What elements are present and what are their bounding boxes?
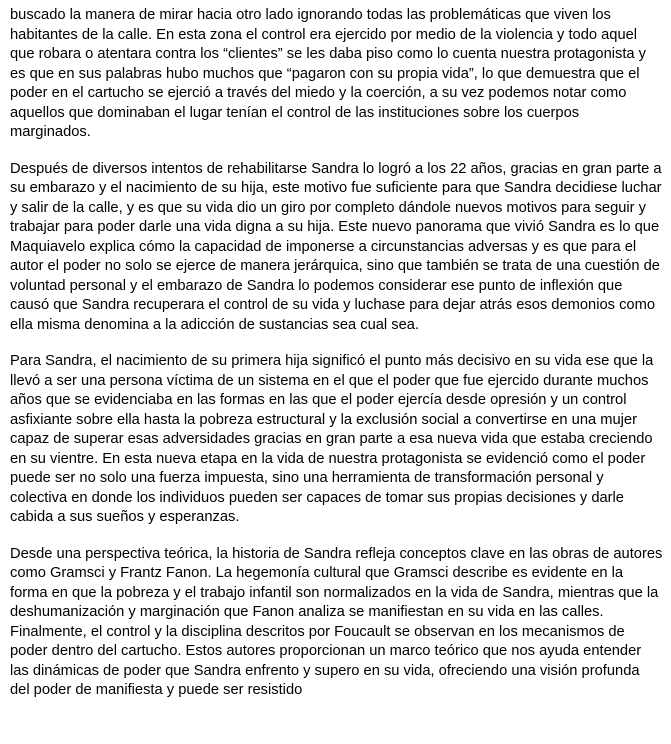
- paragraph-theoretical-perspective: Desde una perspectiva teórica, la historia de Sandra refleja conceptos clave en las obras de autores como Gramsci y Frantz Fanon. La hegemonía cultural que Gramsci describe es evidente en la forma en que la pobreza y el trabajo infantil son normalizados en la vida de Sandra, mientras que la deshumanización y marginación que Fanon analiza se manifiestan en su vida en las calles. Finalmente, el control y la disciplina descritos por Foucault se observan en los mecanismos de poder dentro del cartucho. Estos autores proporcionan un marco teórico que nos ayuda entender las dinámicas de poder que Sandra enfrento y supero en su vida, ofreciendo una visión profunda del poder de manifiesta y puede ser resistido: [10, 545, 663, 698]
- paragraph-violence-control: buscado la manera de mirar hacia otro lado ignorando todas las problemáticas que viven los habitantes de la calle. En esta zona el control era ejercido por medio de la violencia y todo aquel que robara o atentara contra los “clientes” se les daba piso como lo cuenta nuestra protagonista y es que en sus palabras hubo muchos que “pagaron con su propia vida”, lo que demuestra que el poder en el cartucho se ejerció a través del miedo y la coerción, a su vez podemos notar como aquellos que dominaban el lugar tenían el control de las instituciones sobre los cuerpos marginados.: [10, 7, 647, 140]
- paragraph-rehabilitation: Después de diversos intentos de rehabilitarse Sandra lo logró a los 22 años, gracias en gran parte a su embarazo y el nacimiento de su hija, este motivo fue suficiente para que Sandra decidiese luchar y salir de la calle, y es que su vida dio un giro por completo dándole nuevos motivos para seguir y trabajar para poder darle una vida digna a su hija. Este nuevo panorama que vivió Sandra es lo que Maquiavelo explica cómo la capacidad de imponerse a circunstancias adversas y es que para el autor el poder no solo se ejerce de manera jerárquica, sino que también se trata de una cuestión de voluntad personal y el embarazo de Sandra lo podemos considerar ese punto de inflexión que causó que Sandra recuperara el control de su vida y luchase para dejar atrás esos demonios como ella misma denomina a la adicción de sustancias sea cual sea.: [10, 160, 662, 333]
- paragraph-first-daughter: Para Sandra, el nacimiento de su primera hija significó el punto más decisivo en su vida ese que la llevó a ser una persona víctima de un sistema en el que el poder que fue ejercido durante muchos años que se evidenciaba en las formas en las que el poder ejercía desde opresión y un control asfixiante sobre ella hasta la pobreza estructural y la exclusión social a convertirse en una mujer capaz de superar esas adversidades gracias en gran parte a esa nueva vida que estaba creciendo en su vientre. En esta nueva etapa en la vida de nuestra protagonista se evidenció como el poder puede ser no solo una fuerza impuesta, sino una herramienta de transformación personal y colectiva en donde los individuos pueden ser capaces de tomar sus propias decisiones y darle cabida a sus sueños y esperanzas.: [10, 353, 654, 525]
